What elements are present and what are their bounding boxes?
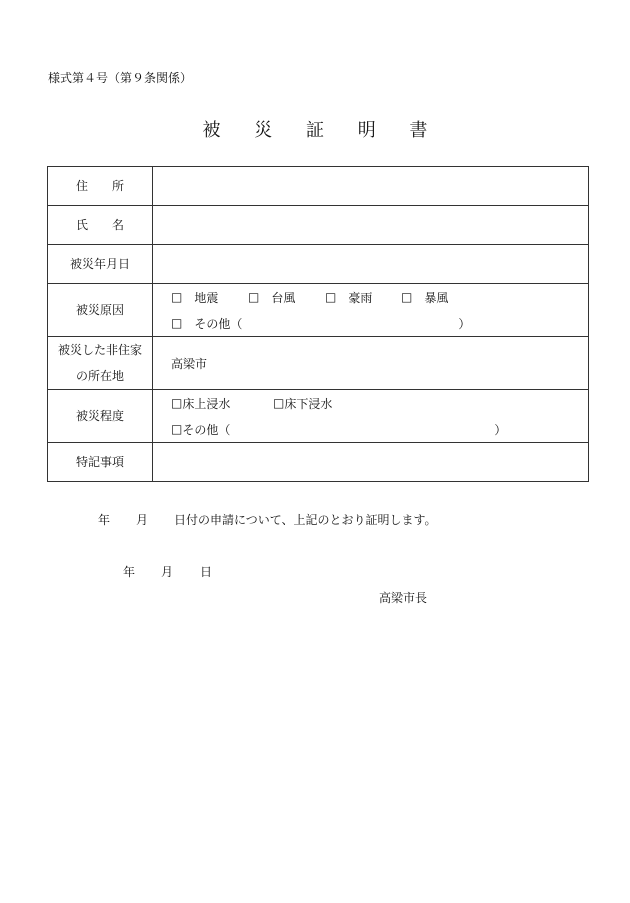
degree-options-line-1 xyxy=(171,390,588,416)
checkbox-icon[interactable]: □ xyxy=(171,422,183,436)
cause-option-typhoon[interactable] xyxy=(248,289,325,306)
disaster-date-value[interactable] xyxy=(153,245,589,284)
checkbox-icon[interactable]: □ xyxy=(325,290,337,304)
cause-option-label: 豪雨 xyxy=(348,290,373,305)
form-number: 様式第４号（第９条関係） xyxy=(48,71,193,85)
certificate-table xyxy=(47,166,589,482)
degree-options xyxy=(153,390,589,443)
degree-option-above-floor[interactable] xyxy=(171,395,273,412)
degree-row xyxy=(48,390,589,443)
name-label xyxy=(48,206,153,245)
checkbox-icon[interactable]: □ xyxy=(171,290,183,304)
name-value[interactable] xyxy=(153,206,589,245)
location-label-line-1: 被災した非住家 xyxy=(57,343,142,357)
degree-other-line xyxy=(171,416,588,442)
statement-text: 日付の申請について、上記のとおり証明します。 xyxy=(174,513,437,527)
checkbox-icon[interactable]: □ xyxy=(171,316,183,330)
checkbox-icon[interactable]: □ xyxy=(248,290,260,304)
cause-option-label: 地震 xyxy=(194,290,219,305)
cause-options-line-1 xyxy=(171,284,588,310)
address-value[interactable] xyxy=(153,167,589,206)
degree-option-below-floor[interactable] xyxy=(273,395,332,412)
notes-row xyxy=(48,443,589,482)
degree-other-close: ） xyxy=(494,422,507,437)
cause-other-line xyxy=(171,310,588,336)
notes-value[interactable] xyxy=(153,443,589,482)
cause-other-close: ） xyxy=(458,316,471,331)
disaster-date-label: 被災年月日 xyxy=(48,245,153,284)
cause-other-label: その他（ xyxy=(194,316,243,331)
disaster-date-row xyxy=(48,245,589,284)
checkbox-icon[interactable]: □ xyxy=(401,290,413,304)
issue-date xyxy=(123,563,212,580)
degree-option-other[interactable] xyxy=(171,421,230,438)
cause-option-heavy-rain[interactable] xyxy=(325,289,401,306)
location-value[interactable]: 高梁市 xyxy=(153,337,589,390)
degree-option-label: 床上浸水 xyxy=(182,396,231,411)
document-title: 被 災 証 明 書 xyxy=(202,120,442,141)
address-row xyxy=(48,167,589,206)
address-label-text: 住 所 xyxy=(75,179,124,193)
statement-month: 月 xyxy=(136,513,149,527)
notes-label: 特記事項 xyxy=(48,443,153,482)
degree-option-label: 床下浸水 xyxy=(284,396,333,411)
address-label xyxy=(48,167,153,206)
degree-label: 被災程度 xyxy=(48,390,153,443)
location-label xyxy=(48,337,153,390)
checkbox-icon[interactable]: □ xyxy=(171,396,183,410)
issue-date-month: 月 xyxy=(161,565,174,579)
issue-date-year: 年 xyxy=(123,565,136,579)
issuer-name: 高梁市長 xyxy=(379,591,428,605)
cause-row xyxy=(48,284,589,337)
cause-option-label: 暴風 xyxy=(424,290,449,305)
cause-option-storm[interactable] xyxy=(401,289,448,306)
degree-other-label: その他（ xyxy=(182,422,231,437)
cause-option-label: 台風 xyxy=(271,290,296,305)
name-label-text: 氏 名 xyxy=(75,218,124,232)
location-row xyxy=(48,337,589,390)
certification-statement xyxy=(98,511,437,528)
cause-options xyxy=(153,284,589,337)
cause-option-earthquake[interactable] xyxy=(171,289,248,306)
issue-date-day: 日 xyxy=(200,565,213,579)
name-row xyxy=(48,206,589,245)
cause-label: 被災原因 xyxy=(48,284,153,337)
statement-year: 年 xyxy=(98,513,111,527)
checkbox-icon[interactable]: □ xyxy=(273,396,285,410)
cause-option-other[interactable] xyxy=(171,315,242,332)
location-label-line-2: の所在地 xyxy=(75,369,124,383)
